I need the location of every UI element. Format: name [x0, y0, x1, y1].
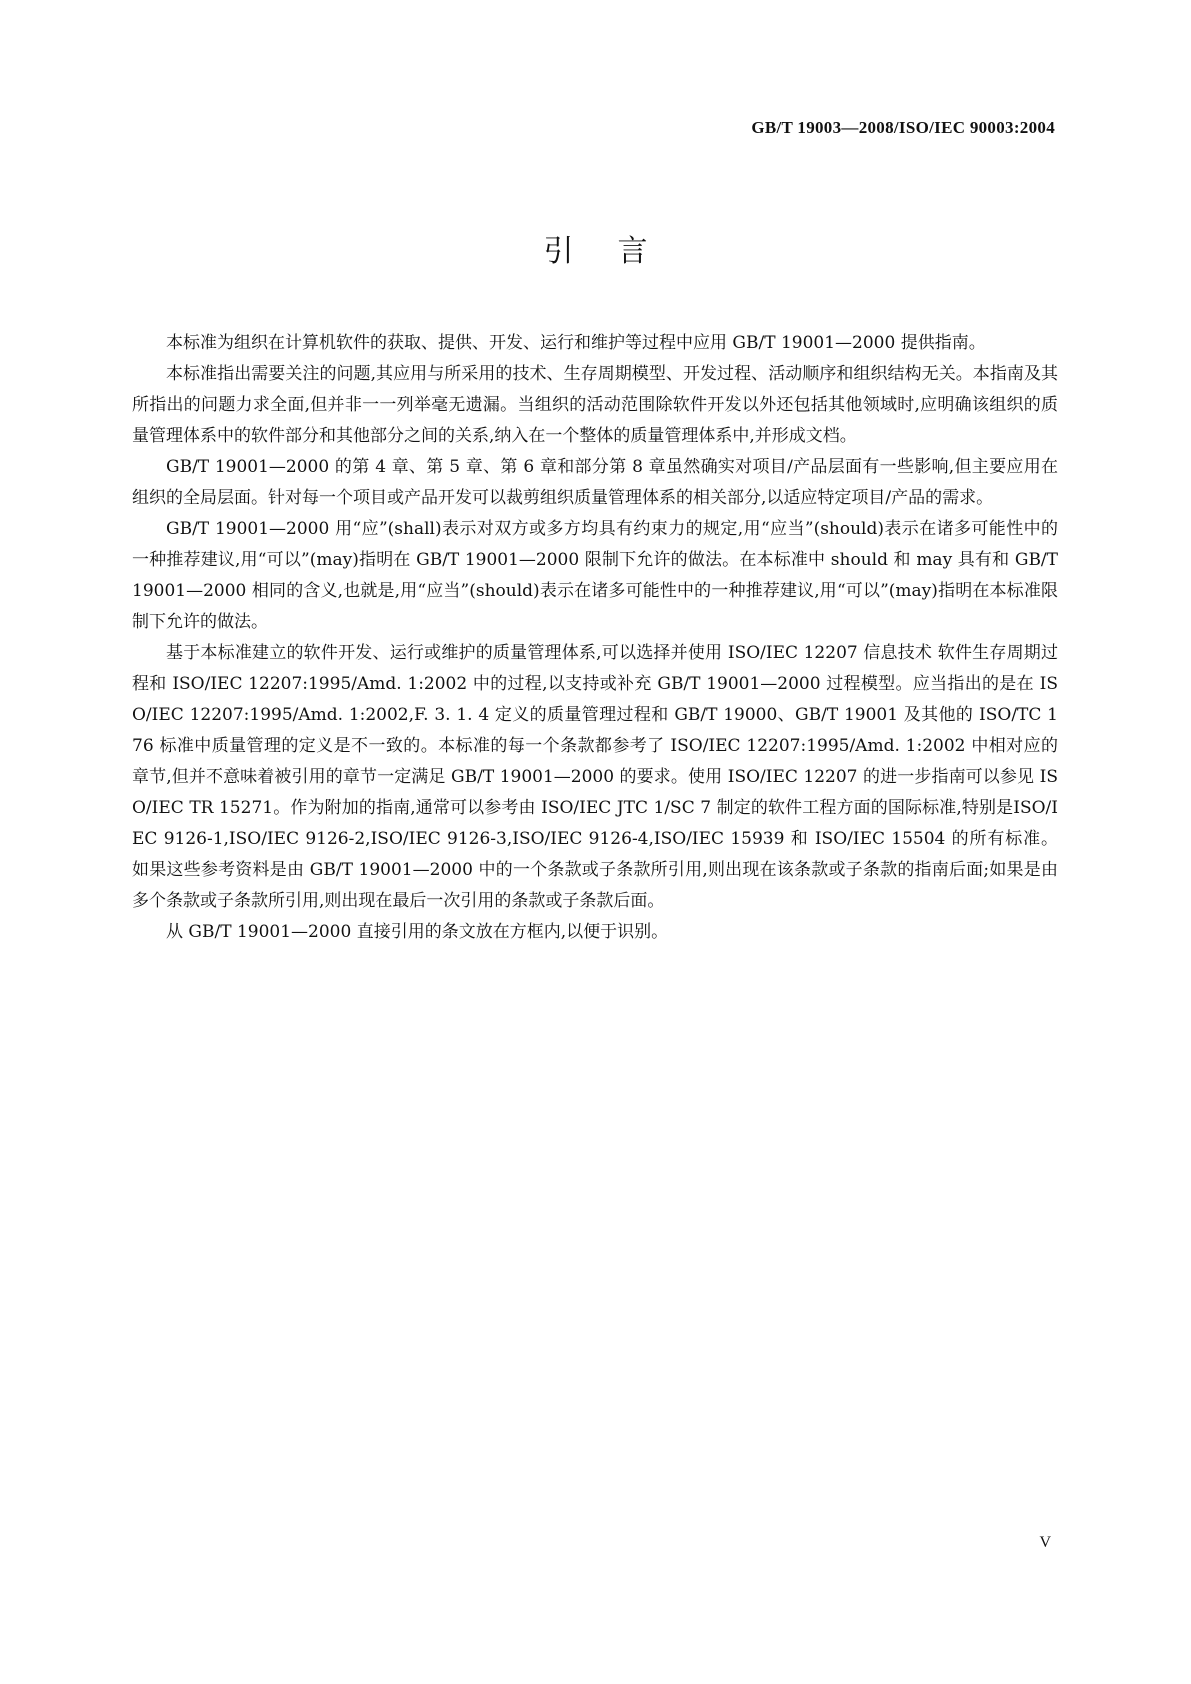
introduction-body [132, 328, 1058, 948]
paragraph-1: 本标准为组织在计算机软件的获取、提供、开发、运行和维护等过程中应用 GB/T 19001—2000 提供指南。 [166, 333, 986, 353]
standard-code-header: GB/T 19003—2008/ISO/IEC 90003:2004 [751, 118, 1055, 137]
paragraph-5: 基于本标准建立的软件开发、运行或维护的质量管理体系,可以选择并使用 ISO/IEC 12207 信息技术 软件生存周期过程和 ISO/IEC 12207:1995/Amd. 1:2002 中的过程,以支持或补充 GB/T 19001—2000 过程模型。应当指出的是在 ISO/IEC 12207:1995/Amd. 1:2002,F. 3. 1. 4 定义的质量管理过程和 GB/T 19000、GB/T 19001 及其他的 ISO/TC 176 标准中质量管理的定义是不一致的。本标准的每一个条款都参考了 ISO/IEC 12207:1995/Amd. 1:2002 中相对应的章节,但并不意味着被引用的章节一定满足 GB/T 19001—2000 的要求。使用 ISO/IEC 12207 的进一步指南可以参见 ISO/IEC TR 15271。作为附加的指南,通常可以参考由 ISO/IEC JTC 1/SC 7 制定的软件工程方面的国际标准,特别是ISO/IEC 9126-1,ISO/IEC 9126-2,ISO/IEC 9126-3,ISO/IEC 9126-4,ISO/IEC 15939 和 ISO/IEC 15504 的所有标准。如果这些参考资料是由 GB/T 19001—2000 中的一个条款或子条款所引用,则出现在该条款或子条款的指南后面;如果是由多个条款或子条款所引用,则出现在最后一次引用的条款或子条款后面。 [132, 643, 1058, 911]
paragraph-3: GB/T 19001—2000 的第 4 章、第 5 章、第 6 章和部分第 8 章虽然确实对项目/产品层面有一些影响,但主要应用在组织的全局层面。针对每一个项目或产品开发可以裁剪组织质量管理体系的相关部分,以适应特定项目/产品的需求。 [132, 457, 1058, 508]
paragraph-4: GB/T 19001—2000 用“应”(shall)表示对双方或多方均具有约束力的规定,用“应当”(should)表示在诸多可能性中的一种推荐建议,用“可以”(may)指明在 GB/T 19001—2000 限制下允许的做法。在本标准中 should 和 may 具有和 GB/T 19001—2000 相同的含义,也就是,用“应当”(should)表示在诸多可能性中的一种推荐建议,用“可以”(may)指明在本标准限制下允许的做法。 [132, 519, 1058, 632]
paragraph-2: 本标准指出需要关注的问题,其应用与所采用的技术、生存周期模型、开发过程、活动顺序和组织结构无关。本指南及其所指出的问题力求全面,但并非一一列举毫无遗漏。当组织的活动范围除软件开发以外还包括其他领域时,应明确该组织的质量管理体系中的软件部分和其他部分之间的关系,纳入在一个整体的质量管理体系中,并形成文档。 [132, 364, 1058, 446]
page-title: 引言 [543, 234, 692, 269]
paragraph-6: 从 GB/T 19001—2000 直接引用的条文放在方框内,以便于识别。 [166, 922, 669, 942]
page-number: V [1039, 1534, 1051, 1551]
